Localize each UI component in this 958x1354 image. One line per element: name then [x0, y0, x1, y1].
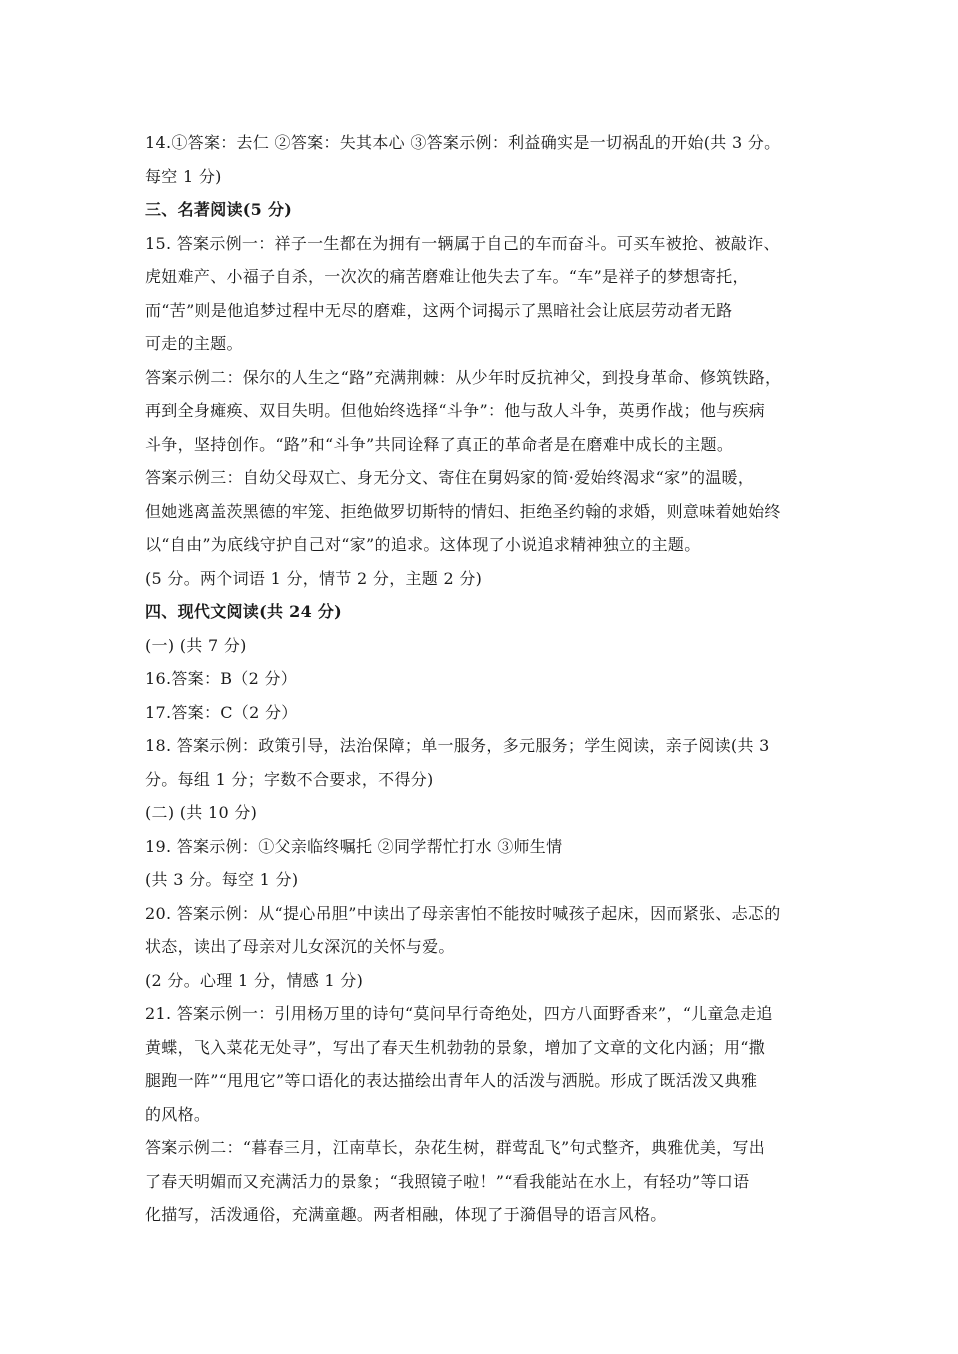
- answer-18-line-2: 分。每组 1 分；字数不合要求，不得分): [145, 769, 434, 789]
- answer-17: 17.答案：C（2 分）: [145, 702, 298, 722]
- subsection-2-heading: (二) (共 10 分): [145, 803, 258, 822]
- answer-20-line-1: 20. 答案示例：从“提心吊胆”中读出了母亲害怕不能按时喊孩子起床，因而紧张、忐忑的: [145, 903, 781, 923]
- answer-21-example2-line-2: 了春天明媚而又充满活力的景象；“我照镜子啦！”“看我能站在水上，有轻功”等口语: [145, 1171, 750, 1191]
- answer-15-example1-line-2: 虎妞难产、小福子自杀，一次次的痛苦磨难让他失去了车。“车”是祥子的梦想寄托，: [145, 267, 749, 286]
- answer-20-scoring: (2 分。心理 1 分，情感 1 分): [145, 970, 364, 990]
- section-4-heading: 四、现代文阅读(共 24 分): [145, 602, 343, 621]
- answer-15-example1-line-3: 而“苦”则是他追梦过程中无尽的磨难，这两个词揭示了黑暗社会让底层劳动者无路: [145, 300, 733, 320]
- answer-key-page: [145, 126, 835, 1232]
- answer-21-example1-line-4: 的风格。: [145, 1104, 211, 1124]
- answer-15-example2-line-1: 答案示例二：保尔的人生之“路”充满荆棘：从少年时反抗神父，到投身革命、修筑铁路，: [145, 367, 782, 387]
- answer-14-line-2: 每空 1 分): [145, 166, 222, 186]
- answer-15-scoring: (5 分。两个词语 1 分，情节 2 分，主题 2 分): [145, 568, 483, 588]
- answer-15-example2-line-2: 再到全身瘫痪、双目失明。但他始终选择“斗争”：他与敌人斗争，英勇作战；他与疾病: [145, 401, 766, 420]
- answer-20-line-2: 状态，读出了母亲对儿女深沉的关怀与爱。: [145, 937, 455, 956]
- answer-15-example1-line-4: 可走的主题。: [145, 334, 243, 353]
- answer-15-example3-line-2: 但她逃离盖茨黑德的牢笼、拒绝做罗切斯特的情妇、拒绝圣约翰的求婚，则意味着她始终: [145, 501, 781, 521]
- answer-15-example3-line-1: 答案示例三：自幼父母双亡、身无分文、寄住在舅妈家的简·爱始终渴求“家”的温暖，: [145, 468, 755, 487]
- answer-16: 16.答案：B（2 分）: [145, 669, 298, 688]
- answer-21-example2-line-3: 化描写，活泼通俗，充满童趣。两者相融，体现了于漪倡导的语言风格。: [145, 1205, 667, 1224]
- answer-21-example1-line-1: 21. 答案示例一：引用杨万里的诗句“莫问早行奇绝处，四方八面野香来”，“儿童急走追: [145, 1004, 773, 1023]
- answer-21-example2-line-1: 答案示例二：“暮春三月，江南草长，杂花生树，群莺乱飞”句式整齐，典雅优美，写出: [145, 1138, 766, 1157]
- answer-15-example2-line-3: 斗争，坚持创作。“路”和“斗争”共同诠释了真正的革命者是在磨难中成长的主题。: [145, 434, 734, 454]
- answer-14-line-1: 14.①答案：去仁 ②答案：失其本心 ③答案示例：利益确实是一切祸乱的开始(共 3 分。: [145, 133, 781, 152]
- answer-15-example1-line-1: 15. 答案示例一：祥子一生都在为拥有一辆属于自己的车而奋斗。可买车被抢、被敲诈、: [145, 233, 780, 253]
- answer-19-line-1: 19. 答案示例：①父亲临终嘱托 ②同学帮忙打水 ③师生情: [145, 836, 563, 856]
- answer-19-scoring: (共 3 分。每空 1 分): [145, 870, 299, 889]
- answer-21-example1-line-2: 黄蝶，飞入菜花无处寻”，写出了春天生机勃勃的景象，增加了文章的文化内涵；用“撒: [145, 1037, 766, 1057]
- answer-21-example1-line-3: 腿跑一阵”“甩甩它”等口语化的表达描绘出青年人的活泼与洒脱。形成了既活泼又典雅: [145, 1071, 758, 1090]
- subsection-1-heading: (一) (共 7 分): [145, 635, 247, 655]
- answer-18-line-1: 18. 答案示例：政策引导，法治保障；单一服务，多元服务；学生阅读，亲子阅读(共 3: [145, 736, 770, 755]
- answer-15-example3-line-3: 以“自由”为底线守护自己对“家”的追求。这体现了小说追求精神独立的主题。: [145, 535, 701, 554]
- section-3-heading: 三、名著阅读(5 分): [145, 200, 293, 219]
